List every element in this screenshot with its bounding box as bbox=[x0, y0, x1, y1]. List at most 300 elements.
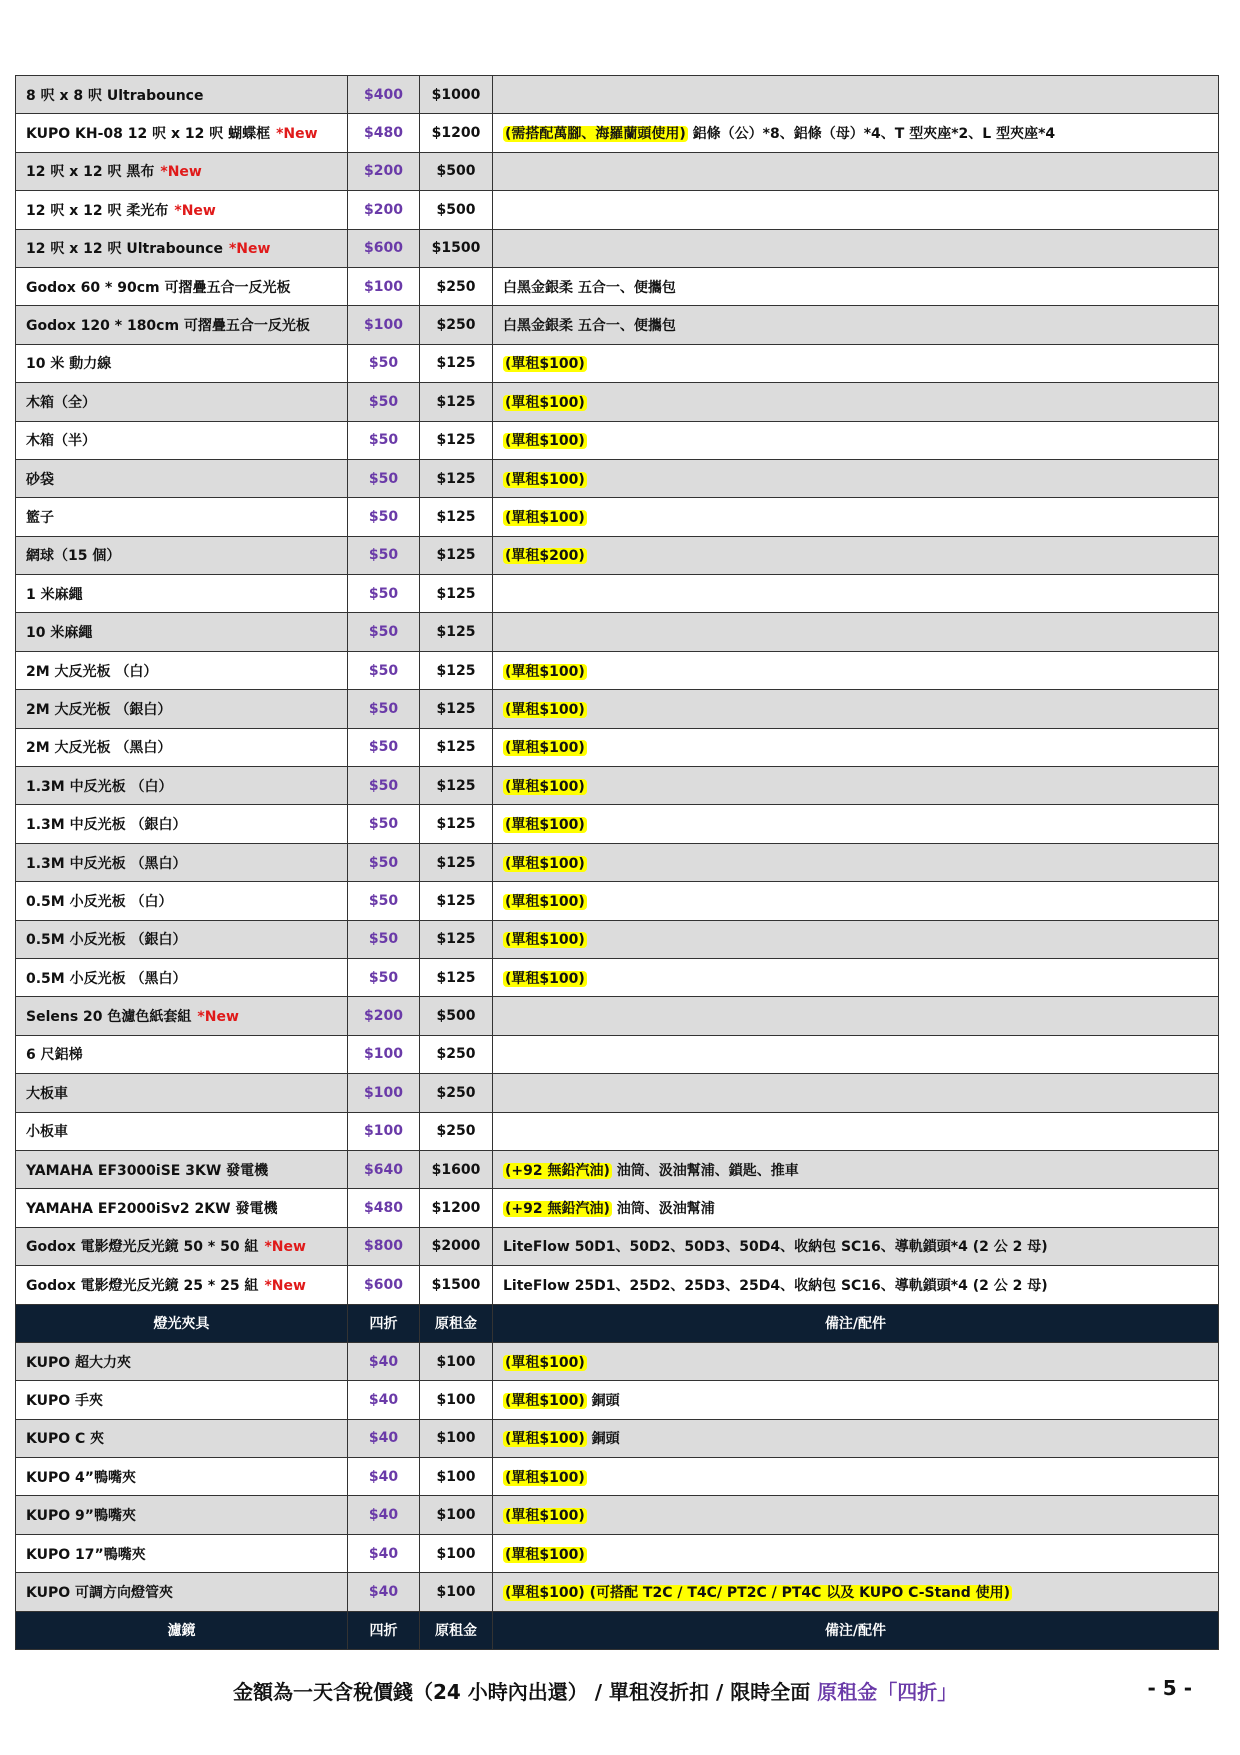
notes-cell bbox=[493, 459, 1219, 497]
item-name: KUPO 可調方向燈管夾 bbox=[26, 1584, 174, 1601]
notes-cell bbox=[493, 152, 1219, 190]
highlight-note: (單租$100) bbox=[505, 855, 585, 872]
highlight-note: (單租$100) bbox=[505, 433, 585, 450]
discount-price-cell bbox=[348, 1419, 420, 1457]
notes-cell bbox=[493, 383, 1219, 421]
discount-price: $400 bbox=[364, 86, 403, 103]
original-price: $500 bbox=[436, 163, 476, 180]
original-price: $125 bbox=[436, 777, 476, 794]
highlight-note: (單租$100) bbox=[505, 778, 585, 795]
notes-cell bbox=[493, 1112, 1219, 1150]
item-name: 2M 大反光板 （白） bbox=[26, 663, 158, 680]
item-name: 12 呎 x 12 呎 柔光布 bbox=[26, 202, 169, 219]
discount-price: $100 bbox=[364, 1046, 403, 1063]
item-name: 1 米麻繩 bbox=[26, 586, 83, 603]
item-name-cell bbox=[16, 1419, 348, 1457]
col-discount-header: 四折 bbox=[348, 1611, 420, 1649]
accessory-note: 鋁條（公）*8、鋁條（母）*4、T 型夾座*2、L 型夾座*4 bbox=[692, 126, 1056, 143]
item-name-cell bbox=[16, 882, 348, 920]
notes-cell bbox=[493, 306, 1219, 344]
notes-cell bbox=[493, 575, 1219, 613]
highlight-note: (單租$100) bbox=[505, 663, 585, 680]
notes-cell bbox=[493, 267, 1219, 305]
item-name: 1.3M 中反光板 （白） bbox=[26, 778, 173, 795]
discount-price-cell bbox=[348, 152, 420, 190]
discount-price-cell bbox=[348, 882, 420, 920]
notes-cell bbox=[493, 920, 1219, 958]
discount-price: $600 bbox=[364, 1276, 403, 1293]
table-row bbox=[16, 690, 1219, 728]
original-price: $100 bbox=[436, 1507, 476, 1524]
original-price-cell bbox=[420, 1074, 493, 1112]
new-badge: *New bbox=[197, 1009, 239, 1026]
discount-price: $200 bbox=[364, 201, 403, 218]
item-name: KUPO 4”鴨嘴夾 bbox=[26, 1469, 136, 1486]
item-name-cell bbox=[16, 575, 348, 613]
original-price-cell bbox=[420, 728, 493, 766]
item-name-cell bbox=[16, 267, 348, 305]
new-badge: *New bbox=[276, 126, 318, 143]
highlight-note: (單租$100) bbox=[505, 1546, 585, 1563]
table-row bbox=[16, 229, 1219, 267]
original-price: $125 bbox=[436, 854, 476, 871]
original-price-cell bbox=[420, 997, 493, 1035]
discount-price-cell bbox=[348, 575, 420, 613]
footer-note bbox=[233, 1676, 957, 1705]
table-row bbox=[16, 1035, 1219, 1073]
price-table bbox=[15, 75, 1219, 1650]
table-row bbox=[16, 882, 1219, 920]
item-name: Godox 電影燈光反光鏡 50 * 50 組 bbox=[26, 1239, 259, 1256]
original-price: $100 bbox=[436, 1353, 476, 1370]
discount-price-cell bbox=[348, 1227, 420, 1265]
page-footer bbox=[0, 1676, 1240, 1706]
table-row bbox=[16, 421, 1219, 459]
item-name-cell bbox=[16, 1150, 348, 1188]
notes-cell bbox=[493, 958, 1219, 996]
original-price: $500 bbox=[436, 201, 476, 218]
discount-price: $480 bbox=[364, 125, 403, 142]
discount-price-cell bbox=[348, 498, 420, 536]
table-row bbox=[16, 536, 1219, 574]
notes-cell bbox=[493, 882, 1219, 920]
discount-price: $40 bbox=[368, 1468, 399, 1485]
discount-price-cell bbox=[348, 383, 420, 421]
item-name-cell bbox=[16, 613, 348, 651]
table-row bbox=[16, 613, 1219, 651]
original-price-cell bbox=[420, 229, 493, 267]
item-name-cell bbox=[16, 805, 348, 843]
new-badge: *New bbox=[264, 1277, 306, 1294]
item-name: 10 米麻繩 bbox=[26, 625, 93, 642]
item-name: YAMAHA EF2000iSv2 2KW 發電機 bbox=[26, 1201, 278, 1218]
item-name-cell bbox=[16, 843, 348, 881]
original-price: $125 bbox=[436, 432, 476, 449]
accessory-note: LiteFlow 50D1、50D2、50D3、50D4、收納包 SC16、導軌鎖頭*4 (2 公 2 母) bbox=[503, 1239, 1048, 1256]
highlight-note: (單租$100) bbox=[505, 356, 585, 373]
original-price-cell bbox=[420, 613, 493, 651]
notes-cell bbox=[493, 1074, 1219, 1112]
discount-price: $100 bbox=[364, 278, 403, 295]
notes-cell bbox=[493, 1227, 1219, 1265]
discount-price-cell bbox=[348, 843, 420, 881]
notes-cell bbox=[493, 1266, 1219, 1304]
table-row bbox=[16, 1074, 1219, 1112]
discount-price-cell bbox=[348, 1150, 420, 1188]
original-price: $1200 bbox=[431, 1200, 481, 1217]
discount-price-cell bbox=[348, 536, 420, 574]
discount-price-cell bbox=[348, 690, 420, 728]
original-price-cell bbox=[420, 1227, 493, 1265]
table-row bbox=[16, 1534, 1219, 1572]
item-name-cell bbox=[16, 1342, 348, 1380]
discount-price: $50 bbox=[368, 508, 399, 525]
discount-price-cell bbox=[348, 1573, 420, 1611]
item-name-cell bbox=[16, 767, 348, 805]
original-price: $100 bbox=[436, 1430, 476, 1447]
original-price-cell bbox=[420, 1342, 493, 1380]
discount-price: $40 bbox=[368, 1430, 399, 1447]
discount-price: $600 bbox=[364, 240, 403, 257]
item-name-cell bbox=[16, 1534, 348, 1572]
notes-cell bbox=[493, 651, 1219, 689]
original-price: $250 bbox=[436, 278, 476, 295]
table-row bbox=[16, 1496, 1219, 1534]
highlight-note: (單租$100) bbox=[505, 970, 585, 987]
discount-price: $50 bbox=[368, 585, 399, 602]
notes-cell bbox=[493, 1150, 1219, 1188]
original-price-cell bbox=[420, 767, 493, 805]
notes-cell bbox=[493, 1458, 1219, 1496]
table-row bbox=[16, 459, 1219, 497]
highlight-note: (單租$100) bbox=[505, 1469, 585, 1486]
original-price-cell bbox=[420, 114, 493, 152]
notes-cell bbox=[493, 1419, 1219, 1457]
notes-cell bbox=[493, 1534, 1219, 1572]
discount-price: $200 bbox=[364, 1008, 403, 1025]
discount-price-cell bbox=[348, 76, 420, 114]
item-name: Godox 電影燈光反光鏡 25 * 25 組 bbox=[26, 1277, 259, 1294]
original-price-cell bbox=[420, 344, 493, 382]
original-price-cell bbox=[420, 459, 493, 497]
original-price: $1500 bbox=[431, 1276, 481, 1293]
highlight-note: (單租$100) bbox=[505, 1508, 585, 1525]
discount-price-cell bbox=[348, 267, 420, 305]
item-name: Godox 60 * 90cm 可摺疊五合一反光板 bbox=[26, 279, 291, 296]
original-price-cell bbox=[420, 1458, 493, 1496]
footer-terms: 金額為一天含稅價錢（24 小時內出還） / 單租沒折扣 / 限時全面 bbox=[233, 1680, 811, 1704]
original-price: $125 bbox=[436, 585, 476, 602]
table-row bbox=[16, 76, 1219, 114]
table-row bbox=[16, 728, 1219, 766]
table-row bbox=[16, 1150, 1219, 1188]
highlight-note: (單租$100) bbox=[505, 740, 585, 757]
discount-price: $50 bbox=[368, 816, 399, 833]
item-name: 0.5M 小反光板 （白） bbox=[26, 893, 173, 910]
notes-cell bbox=[493, 728, 1219, 766]
new-badge: *New bbox=[264, 1239, 306, 1256]
highlight-note: (單租$100) bbox=[505, 817, 585, 834]
original-price-cell bbox=[420, 1419, 493, 1457]
table-row bbox=[16, 344, 1219, 382]
item-name-cell bbox=[16, 383, 348, 421]
discount-price: $40 bbox=[368, 1391, 399, 1408]
original-price-cell bbox=[420, 383, 493, 421]
highlight-note: (單租$100) bbox=[505, 701, 585, 718]
discount-price-cell bbox=[348, 191, 420, 229]
highlight-note: (單租$100) bbox=[505, 509, 585, 526]
original-price-cell bbox=[420, 191, 493, 229]
item-name: 8 呎 x 8 呎 Ultrabounce bbox=[26, 87, 204, 104]
notes-cell bbox=[493, 1189, 1219, 1227]
table-row bbox=[16, 306, 1219, 344]
col-original-header: 原租金 bbox=[420, 1611, 493, 1649]
discount-price-cell bbox=[348, 1035, 420, 1073]
discount-price-cell bbox=[348, 997, 420, 1035]
item-name: 1.3M 中反光板 （銀白） bbox=[26, 817, 187, 834]
original-price: $1200 bbox=[431, 125, 481, 142]
original-price-cell bbox=[420, 306, 493, 344]
section-header-filters bbox=[16, 1611, 1219, 1649]
rental-price-sheet bbox=[15, 75, 1218, 1650]
original-price-cell bbox=[420, 1496, 493, 1534]
notes-cell bbox=[493, 613, 1219, 651]
table-row bbox=[16, 498, 1219, 536]
discount-price: $50 bbox=[368, 547, 399, 564]
discount-price: $40 bbox=[368, 1353, 399, 1370]
discount-price: $800 bbox=[364, 1238, 403, 1255]
new-badge: *New bbox=[160, 164, 202, 181]
table-row bbox=[16, 383, 1219, 421]
original-price: $1500 bbox=[431, 240, 481, 257]
table-row bbox=[16, 152, 1219, 190]
original-price: $1000 bbox=[431, 86, 481, 103]
discount-price-cell bbox=[348, 1458, 420, 1496]
table-row bbox=[16, 843, 1219, 881]
original-price: $125 bbox=[436, 816, 476, 833]
discount-price: $40 bbox=[368, 1507, 399, 1524]
item-name: 籃子 bbox=[26, 509, 54, 526]
original-price: $125 bbox=[436, 393, 476, 410]
highlight-note: (單租$100) bbox=[505, 1392, 585, 1409]
original-price: $125 bbox=[436, 355, 476, 372]
item-name: KUPO 9”鴨嘴夾 bbox=[26, 1508, 136, 1525]
discount-price-cell bbox=[348, 728, 420, 766]
original-price: $1600 bbox=[431, 1161, 481, 1178]
discount-price: $640 bbox=[364, 1161, 403, 1178]
original-price-cell bbox=[420, 843, 493, 881]
discount-price-cell bbox=[348, 306, 420, 344]
highlight-note: (單租$100) bbox=[505, 893, 585, 910]
original-price: $2000 bbox=[431, 1238, 481, 1255]
item-name: KUPO 手夾 bbox=[26, 1392, 104, 1409]
discount-price-cell bbox=[348, 1534, 420, 1572]
item-name-cell bbox=[16, 229, 348, 267]
discount-price-cell bbox=[348, 1381, 420, 1419]
discount-price: $50 bbox=[368, 739, 399, 756]
item-name-cell bbox=[16, 1458, 348, 1496]
discount-price: $100 bbox=[364, 1123, 403, 1140]
original-price: $125 bbox=[436, 547, 476, 564]
section-header-clamps bbox=[16, 1304, 1219, 1342]
table-row bbox=[16, 191, 1219, 229]
item-name-cell bbox=[16, 1496, 348, 1534]
notes-cell bbox=[493, 114, 1219, 152]
item-name-cell bbox=[16, 690, 348, 728]
item-name-cell bbox=[16, 114, 348, 152]
original-price-cell bbox=[420, 651, 493, 689]
original-price-cell bbox=[420, 267, 493, 305]
table-row bbox=[16, 1458, 1219, 1496]
item-name: KUPO C 夾 bbox=[26, 1431, 105, 1448]
discount-price: $100 bbox=[364, 1084, 403, 1101]
item-name: 小板車 bbox=[26, 1124, 68, 1141]
highlight-note: (單租$100) bbox=[505, 1431, 585, 1448]
original-price-cell bbox=[420, 575, 493, 613]
table-row bbox=[16, 958, 1219, 996]
table-row bbox=[16, 997, 1219, 1035]
discount-price-cell bbox=[348, 958, 420, 996]
discount-price: $50 bbox=[368, 700, 399, 717]
notes-cell bbox=[493, 767, 1219, 805]
accessory-note: 銅頭 bbox=[591, 1392, 620, 1409]
discount-price-cell bbox=[348, 344, 420, 382]
discount-price-cell bbox=[348, 920, 420, 958]
item-name-cell bbox=[16, 920, 348, 958]
original-price: $125 bbox=[436, 739, 476, 756]
highlight-note: (單租$200) bbox=[505, 548, 585, 565]
table-row bbox=[16, 920, 1219, 958]
highlight-note: (+92 無鉛汽油) bbox=[505, 1201, 610, 1218]
item-name-cell bbox=[16, 306, 348, 344]
item-name-cell bbox=[16, 997, 348, 1035]
original-price: $125 bbox=[436, 931, 476, 948]
notes-cell bbox=[493, 997, 1219, 1035]
notes-cell bbox=[493, 344, 1219, 382]
original-price-cell bbox=[420, 690, 493, 728]
notes-cell bbox=[493, 1035, 1219, 1073]
table-row bbox=[16, 114, 1219, 152]
item-name-cell bbox=[16, 344, 348, 382]
table-row bbox=[16, 1573, 1219, 1611]
col-notes-header: 備注/配件 bbox=[493, 1304, 1219, 1342]
discount-price: $50 bbox=[368, 662, 399, 679]
item-name: 10 米 動力線 bbox=[26, 356, 112, 373]
discount-price-cell bbox=[348, 1342, 420, 1380]
item-name-cell bbox=[16, 651, 348, 689]
item-name-cell bbox=[16, 536, 348, 574]
item-name-cell bbox=[16, 421, 348, 459]
discount-price: $50 bbox=[368, 969, 399, 986]
item-name-cell bbox=[16, 1189, 348, 1227]
notes-cell bbox=[493, 1573, 1219, 1611]
item-name-cell bbox=[16, 1035, 348, 1073]
original-price: $125 bbox=[436, 470, 476, 487]
item-name-cell bbox=[16, 958, 348, 996]
discount-price: $100 bbox=[364, 317, 403, 334]
item-name: KUPO 超大力夾 bbox=[26, 1354, 132, 1371]
table-row bbox=[16, 1227, 1219, 1265]
table-row bbox=[16, 1266, 1219, 1304]
discount-price: $200 bbox=[364, 163, 403, 180]
original-price: $250 bbox=[436, 317, 476, 334]
table-row bbox=[16, 1189, 1219, 1227]
item-name-cell bbox=[16, 152, 348, 190]
notes-cell bbox=[493, 690, 1219, 728]
discount-price-cell bbox=[348, 1496, 420, 1534]
highlight-note: (需搭配萬腳、海羅蘭頭使用) bbox=[505, 126, 686, 143]
original-price: $250 bbox=[436, 1084, 476, 1101]
accessory-note: 白黑金銀柔 五合一、便攜包 bbox=[503, 279, 676, 296]
col-discount-header: 四折 bbox=[348, 1304, 420, 1342]
highlight-note: (單租$100) bbox=[505, 394, 585, 411]
item-name: Selens 20 色濾色紙套組 bbox=[26, 1009, 192, 1026]
original-price: $125 bbox=[436, 969, 476, 986]
discount-price: $480 bbox=[364, 1200, 403, 1217]
highlight-note: (單租$100) bbox=[505, 1354, 585, 1371]
notes-cell bbox=[493, 229, 1219, 267]
item-name: 砂袋 bbox=[26, 471, 54, 488]
table-row bbox=[16, 1381, 1219, 1419]
original-price-cell bbox=[420, 1534, 493, 1572]
original-price: $125 bbox=[436, 662, 476, 679]
discount-price: $50 bbox=[368, 777, 399, 794]
accessory-note: 白黑金銀柔 五合一、便攜包 bbox=[503, 318, 676, 335]
table-row bbox=[16, 767, 1219, 805]
new-badge: *New bbox=[228, 241, 271, 258]
highlight-note: (+92 無鉛汽油) bbox=[505, 1162, 610, 1179]
table-row bbox=[16, 1342, 1219, 1380]
discount-price-cell bbox=[348, 613, 420, 651]
discount-price: $50 bbox=[368, 393, 399, 410]
table-row bbox=[16, 805, 1219, 843]
item-name: 2M 大反光板 （銀白） bbox=[26, 701, 172, 718]
original-price: $250 bbox=[436, 1046, 476, 1063]
discount-price: $50 bbox=[368, 470, 399, 487]
discount-price-cell bbox=[348, 1112, 420, 1150]
discount-price-cell bbox=[348, 229, 420, 267]
footer-discount-highlight: 原租金「四折」 bbox=[817, 1680, 958, 1704]
item-name-cell bbox=[16, 191, 348, 229]
original-price: $500 bbox=[436, 1008, 476, 1025]
accessory-note: 油筒、汲油幫浦 bbox=[616, 1201, 715, 1218]
discount-price-cell bbox=[348, 767, 420, 805]
accessory-note: LiteFlow 25D1、25D2、25D3、25D4、收納包 SC16、導軌鎖頭*4 (2 公 2 母) bbox=[503, 1277, 1048, 1294]
original-price-cell bbox=[420, 1150, 493, 1188]
original-price-cell bbox=[420, 76, 493, 114]
item-name-cell bbox=[16, 1573, 348, 1611]
original-price-cell bbox=[420, 1573, 493, 1611]
notes-cell bbox=[493, 843, 1219, 881]
discount-price: $50 bbox=[368, 854, 399, 871]
notes-cell bbox=[493, 1342, 1219, 1380]
section-title: 濾鏡 bbox=[16, 1611, 348, 1649]
col-original-header: 原租金 bbox=[420, 1304, 493, 1342]
discount-price: $40 bbox=[368, 1583, 399, 1600]
item-name: 6 尺鋁梯 bbox=[26, 1047, 83, 1064]
discount-price-cell bbox=[348, 1074, 420, 1112]
original-price-cell bbox=[420, 421, 493, 459]
discount-price: $50 bbox=[368, 432, 399, 449]
notes-cell bbox=[493, 76, 1219, 114]
item-name-cell bbox=[16, 1074, 348, 1112]
highlight-note: (單租$100) (可搭配 T2C / T4C/ PT2C / PT4C 以及 KUPO C-Stand 使用) bbox=[505, 1584, 1011, 1601]
original-price-cell bbox=[420, 1189, 493, 1227]
item-name: 12 呎 x 12 呎 黑布 bbox=[26, 164, 155, 181]
item-name-cell bbox=[16, 728, 348, 766]
original-price: $100 bbox=[436, 1391, 476, 1408]
discount-price: $50 bbox=[368, 355, 399, 372]
